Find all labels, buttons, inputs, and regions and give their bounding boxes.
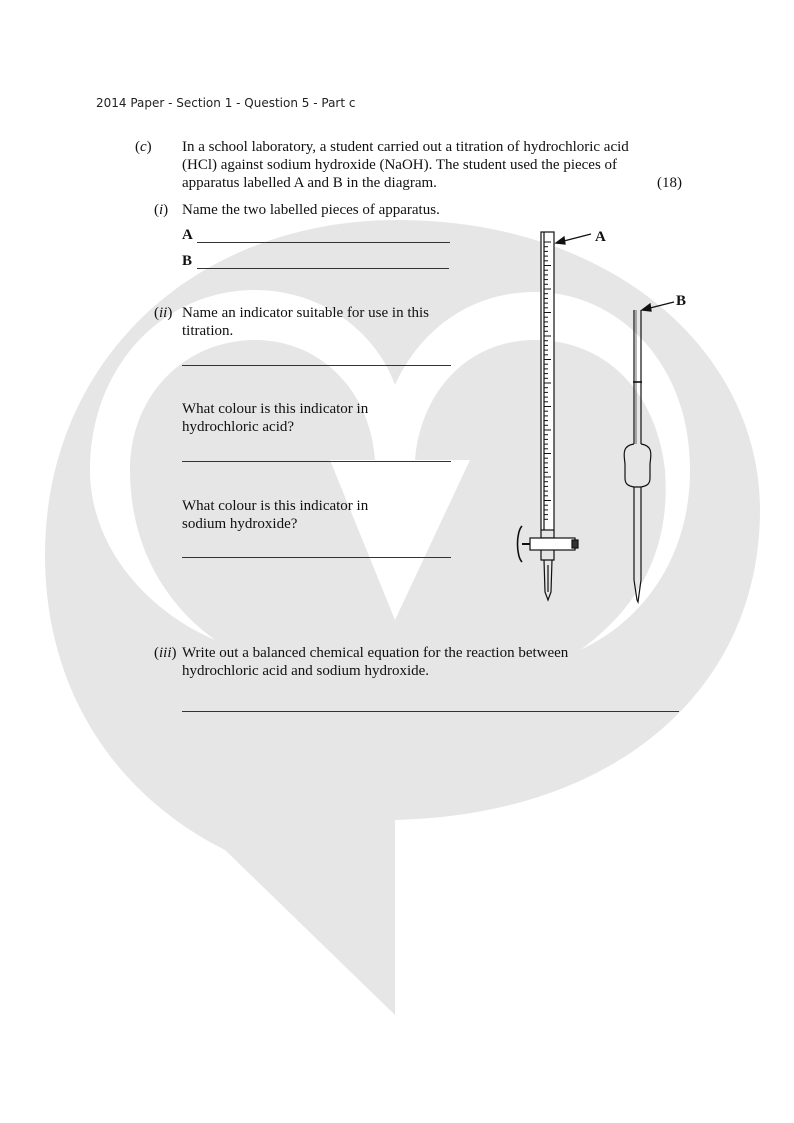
q3-line-2: sodium hydroxide? [182,516,298,532]
answer-a-label: A [182,227,193,243]
apparatus-diagram [500,220,700,610]
sub-iii-text-1: Write out a balanced chemical equation for the reaction between [182,645,569,661]
answer-indicator-line[interactable] [182,365,451,366]
q2-line-1: What colour is this indicator in [182,401,369,417]
intro-line-1: In a school laboratory, a student carried out a titration of hydrochloric acid [182,139,629,155]
sub-label-i: (i) [154,202,169,218]
sub-iii-text-2: hydrochloric acid and sodium hydroxide. [182,663,430,679]
sub-ii-text-2: titration. [182,323,234,339]
answer-b-label: B [182,253,193,269]
sub-ii-text-1: Name an indicator suitable for use in this [182,305,430,321]
part-label: (c) [135,139,152,155]
sub-label-ii: (ii) [154,305,173,321]
label-b: B [676,293,687,309]
sub-label-iii: (iii) [154,645,177,661]
intro-line-2: (HCl) against sodium hydroxide (NaOH). The student used the pieces of [182,157,618,173]
answer-a-line[interactable] [197,242,450,243]
marks: (18) [657,175,682,191]
page-header: 2014 Paper - Section 1 - Question 5 - Part c [96,96,356,110]
label-a: A [595,229,606,245]
answer-acid-colour-line[interactable] [182,461,451,462]
answer-b-line[interactable] [197,268,449,269]
q2-line-2: hydrochloric acid? [182,419,295,435]
part-letter: c [140,139,147,155]
answer-base-colour-line[interactable] [182,557,451,558]
q3-line-1: What colour is this indicator in [182,498,369,514]
sub-i-text: Name the two labelled pieces of apparatus. [182,202,440,218]
burette [518,232,579,600]
intro-line-3: apparatus labelled A and B in the diagram. [182,175,437,191]
label-b-arrow [642,302,674,311]
pipette [624,310,651,602]
answer-equation-line[interactable] [182,711,679,712]
label-a-arrow [556,234,591,244]
